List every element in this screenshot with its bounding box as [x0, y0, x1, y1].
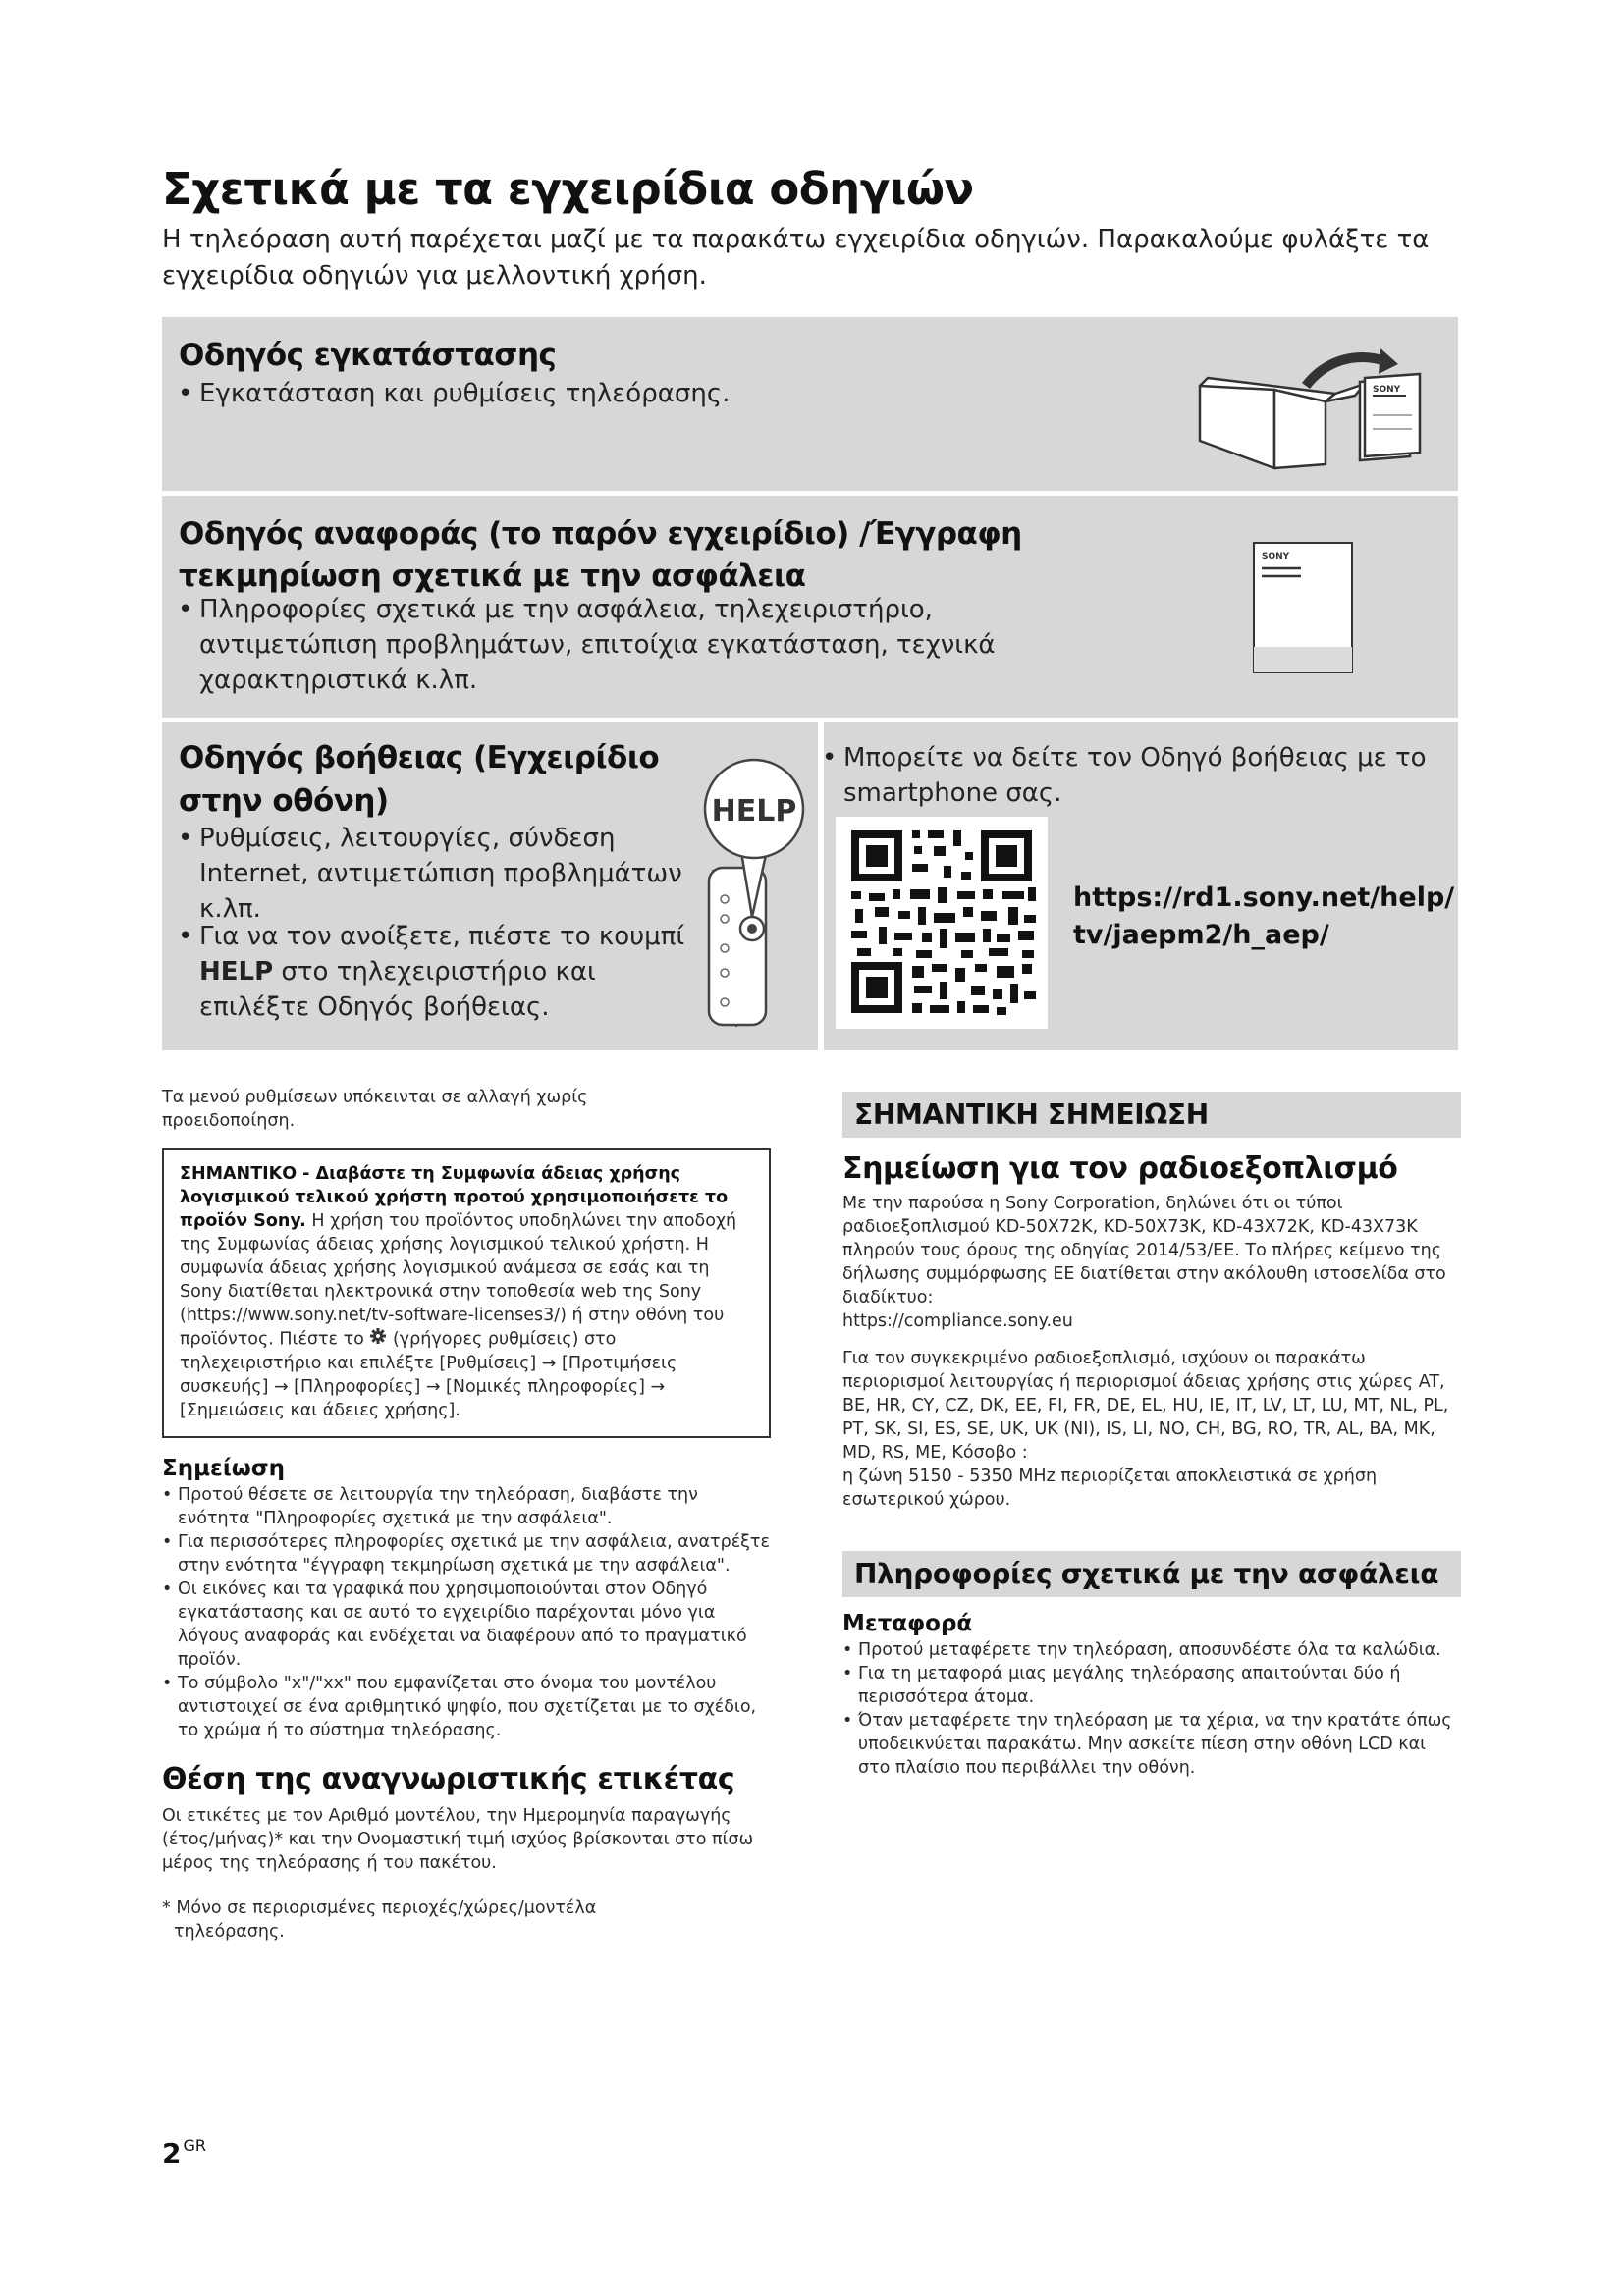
- transport-item: • Για τη μεταφορά μιας μεγάλης τηλεόρασης απαιτούνται δύο ή περισσότερα άτομα.: [842, 1662, 1461, 1709]
- menu-change-note: Τα μενού ρυθμίσεων υπόκεινται σε αλλαγή χωρίς προειδοποίηση.: [162, 1088, 588, 1131]
- setup-guide-brand: SONY: [1373, 385, 1401, 395]
- radio-text-2: Για τον συγκεκριμένο ραδιοεξοπλισμό, ισχύουν οι παρακάτω περιορισμοί λειτουργίας ή περιορισμοί άδειας χρήσης στις χώρες AT, BE, HR, CY, CZ, DK, EE, FI, FR, DE, EL, HU, IE, IT, LV, LT, LU, MT, NL, PL, PT, SK, SI, ES, SE, UK, UK (NI), IS, LI, NO, CH, BG, RO, TR, AL, BA, MK, MD, RS, ME, Κόσοβο :: [842, 1349, 1449, 1463]
- help-bullet-text-b: στο τηλεχειριστήριο και επιλέξτε Οδηγός βοήθειας.: [199, 957, 596, 1022]
- radio-text-1: Με την παρούσα η Sony Corporation, δηλώνει ότι οι τύποι ραδιοεξοπλισμού KD-50X72K, KD-50X73K, KD-43X72K, KD-43X73K πληρούν τους όρους της οδηγίας 2014/53/ΕΕ. Το πλήρες κείμενο της δήλωσης συμμόρφωσης ΕΕ διατίθεται στην ακόλουθη ιστοσελίδα στο διαδίκτυο:: [842, 1194, 1446, 1308]
- note-item: • Προτού θέσετε σε λειτουργία την τηλεόραση, διαβάστε την ενότητα "Πληροφορίες σχετικά με την ασφάλεια".: [162, 1483, 771, 1530]
- reference-guide-illustration: [1252, 541, 1355, 674]
- eula-notice-text: [180, 1162, 753, 1422]
- setup-guide-illustration: [1188, 339, 1438, 471]
- transport-item: • Όταν μεταφέρετε την τηλεόραση με τα χέρια, να την κρατάτε όπως υποδεικνύεται παρακάτω. Μην ασκείτε πίεση στην οθόνη LCD και στο πλαίσιο που περιβάλλει την οθόνη.: [842, 1709, 1461, 1780]
- eula-notice-box: [162, 1148, 771, 1438]
- transport-item: • Προτού μεταφέρετε την τηλεόραση, αποσυνδέστε όλα τα καλώδια.: [842, 1638, 1461, 1662]
- transport-list: [842, 1638, 1461, 1780]
- qr-code[interactable]: [836, 817, 1048, 1029]
- help-guide-bullet-1: • Ρυθμίσεις, λειτουργίες, σύνδεση Internet, αντιμετώπιση προβλημάτων κ.λπ.: [162, 821, 712, 927]
- label-location-heading: Θέση της αναγνωριστικής ετικέτας: [162, 1762, 735, 1796]
- reference-guide-brand: SONY: [1262, 552, 1290, 561]
- page-number-value: 2: [162, 2137, 182, 2169]
- compliance-url[interactable]: https://compliance.sony.eu: [842, 1311, 1073, 1331]
- help-url-line-1[interactable]: https://rd1.sony.net/help/: [1073, 882, 1455, 913]
- transport-heading: Μεταφορά: [842, 1611, 973, 1636]
- note-item: • Οι εικόνες και τα γραφικά που χρησιμοποιούνται στον Οδηγό εγκατάστασης και σε αυτό το εγχειρίδιο παρέχονται μόνο για λόγους αναφοράς και ενδέχεται να διαφέρουν από το πραγματικό προϊόν.: [162, 1577, 771, 1672]
- note-heading: Σημείωση: [162, 1456, 286, 1481]
- page-number-suffix: GR: [183, 2136, 206, 2155]
- setup-guide-bullet: • Εγκατάσταση και ρυθμίσεις τηλεόρασης.: [162, 376, 1144, 411]
- help-guide-box: [162, 722, 818, 1050]
- page-title: Σχετικά με τα εγχειρίδια οδηγιών: [162, 163, 974, 215]
- left-column: [162, 1086, 771, 1944]
- important-note-band: ΣΗΜΑΝΤΙΚΗ ΣΗΜΕΙΩΣΗ: [842, 1092, 1461, 1138]
- setup-guide-heading: Οδηγός εγκατάστασης: [179, 338, 557, 373]
- help-bullet-text-a: Για να τον ανοίξετε, πιέστε το κουμπί: [199, 922, 685, 951]
- help-url-line-2[interactable]: tv/jaepm2/h_aep/: [1073, 920, 1329, 950]
- gear-icon: [369, 1327, 387, 1352]
- remote-help-illustration: [697, 752, 805, 1027]
- smartphone-bullet: • Μπορείτε να δείτε τον Οδηγό βοήθειας με το smartphone σας.: [806, 740, 1435, 811]
- note-item: • Για περισσότερες πληροφορίες σχετικά με την ασφάλεια, ανατρέξτε στην ενότητα "έγγραφη τεκμηρίωση σχετικά με την ασφάλεια".: [162, 1530, 771, 1577]
- reference-guide-bullet: • Πληροφορίες σχετικά με την ασφάλεια, τηλεχειριστήριο, αντιμετώπιση προβλημάτων, επιτοίχια εγκατάσταση, τεχνικά χαρακτηριστικά κ.λπ.: [162, 592, 1075, 698]
- safety-info-band: Πληροφορίες σχετικά με την ασφάλεια: [842, 1551, 1461, 1597]
- radio-text-3: η ζώνη 5150 - 5350 MHz περιορίζεται αποκλειστικά σε χρήση εσωτερικού χώρου.: [842, 1467, 1378, 1510]
- label-location-text: Οι ετικέτες με τον Αριθμό μοντέλου, την Ημερομηνία παραγωγής (έτος/μήνας)* και την Ονομαστική τιμή ισχύος βρίσκονται στο πίσω μέρος της τηλεόρασης ή του πακέτου.: [162, 1806, 754, 1873]
- radio-equipment-heading: Σημείωση για τον ραδιοεξοπλισμό: [842, 1151, 1398, 1186]
- eula-notice-bold: ΣΗΜΑΝΤΙΚΟ - Διαβάστε τη Συμφωνία άδειας χρήσης λογισμικού τελικού χρήστη προτού χρησιμοποιήσετε το προϊόν Sony.: [180, 1164, 729, 1231]
- note-list: [162, 1483, 771, 1742]
- help-key-label: HELP: [199, 957, 274, 987]
- footnote: * Μόνο σε περιορισμένες περιοχές/χώρες/μοντέλα τηλεόρασης.: [162, 1898, 597, 1942]
- note-item: • Το σύμβολο "x"/"xx" που εμφανίζεται στο όνομα του μοντέλου αντιστοιχεί σε ένα αριθμητικό ψηφίο, που σχετίζεται με το σχέδιο, το χρώμα ή το σύστημα τηλεόρασης.: [162, 1672, 771, 1742]
- setup-guide-box: [162, 317, 1458, 491]
- right-column: [842, 1086, 1461, 1780]
- reference-guide-box: [162, 496, 1458, 718]
- help-badge: HELP: [711, 794, 797, 828]
- eula-notice-part-b: (γρήγορες ρυθμίσεις) στο τηλεχειριστήριο και επιλέξτε [Ρυθμίσεις] → [Προτιμήσεις συσκευής] → [Πληροφορίες] → [Νομικές πληροφορίες] → [Σημειώσεις και άδειες χρήσης].: [180, 1329, 677, 1420]
- help-url[interactable]: [1073, 880, 1454, 954]
- help-guide-bullet-2: [162, 919, 692, 1025]
- reference-guide-heading: Οδηγός αναφοράς (το παρόν εγχειρίδιο) /Έγγραφη τεκμηρίωση σχετικά με την ασφάλεια: [179, 516, 1022, 594]
- intro-text: Η τηλεόραση αυτή παρέχεται μαζί με τα παρακάτω εγχειρίδια οδηγιών. Παρακαλούμε φυλάξτε τα εγχειρίδια οδηγιών για μελλοντική χρήση.: [162, 225, 1430, 291]
- eula-notice-part-a: Η χρήση του προϊόντος υποδηλώνει την αποδοχή της Συμφωνίας άδειας χρήσης λογισμικού τελικού χρήστη. Η συμφωνία άδειας χρήσης λογισμικού ανάμεσα σε εσάς και τη Sony διατίθεται ηλεκτρονικά στην τοποθεσία web της Sony (https://www.sony.net/tv-software-licenses3/) ή στην οθόνη του προϊόντος. Πιέστε το: [180, 1211, 737, 1350]
- page-number: [162, 2136, 206, 2169]
- help-guide-heading: Οδηγός βοήθειας (Εγχειρίδιο στην οθόνη): [179, 740, 660, 819]
